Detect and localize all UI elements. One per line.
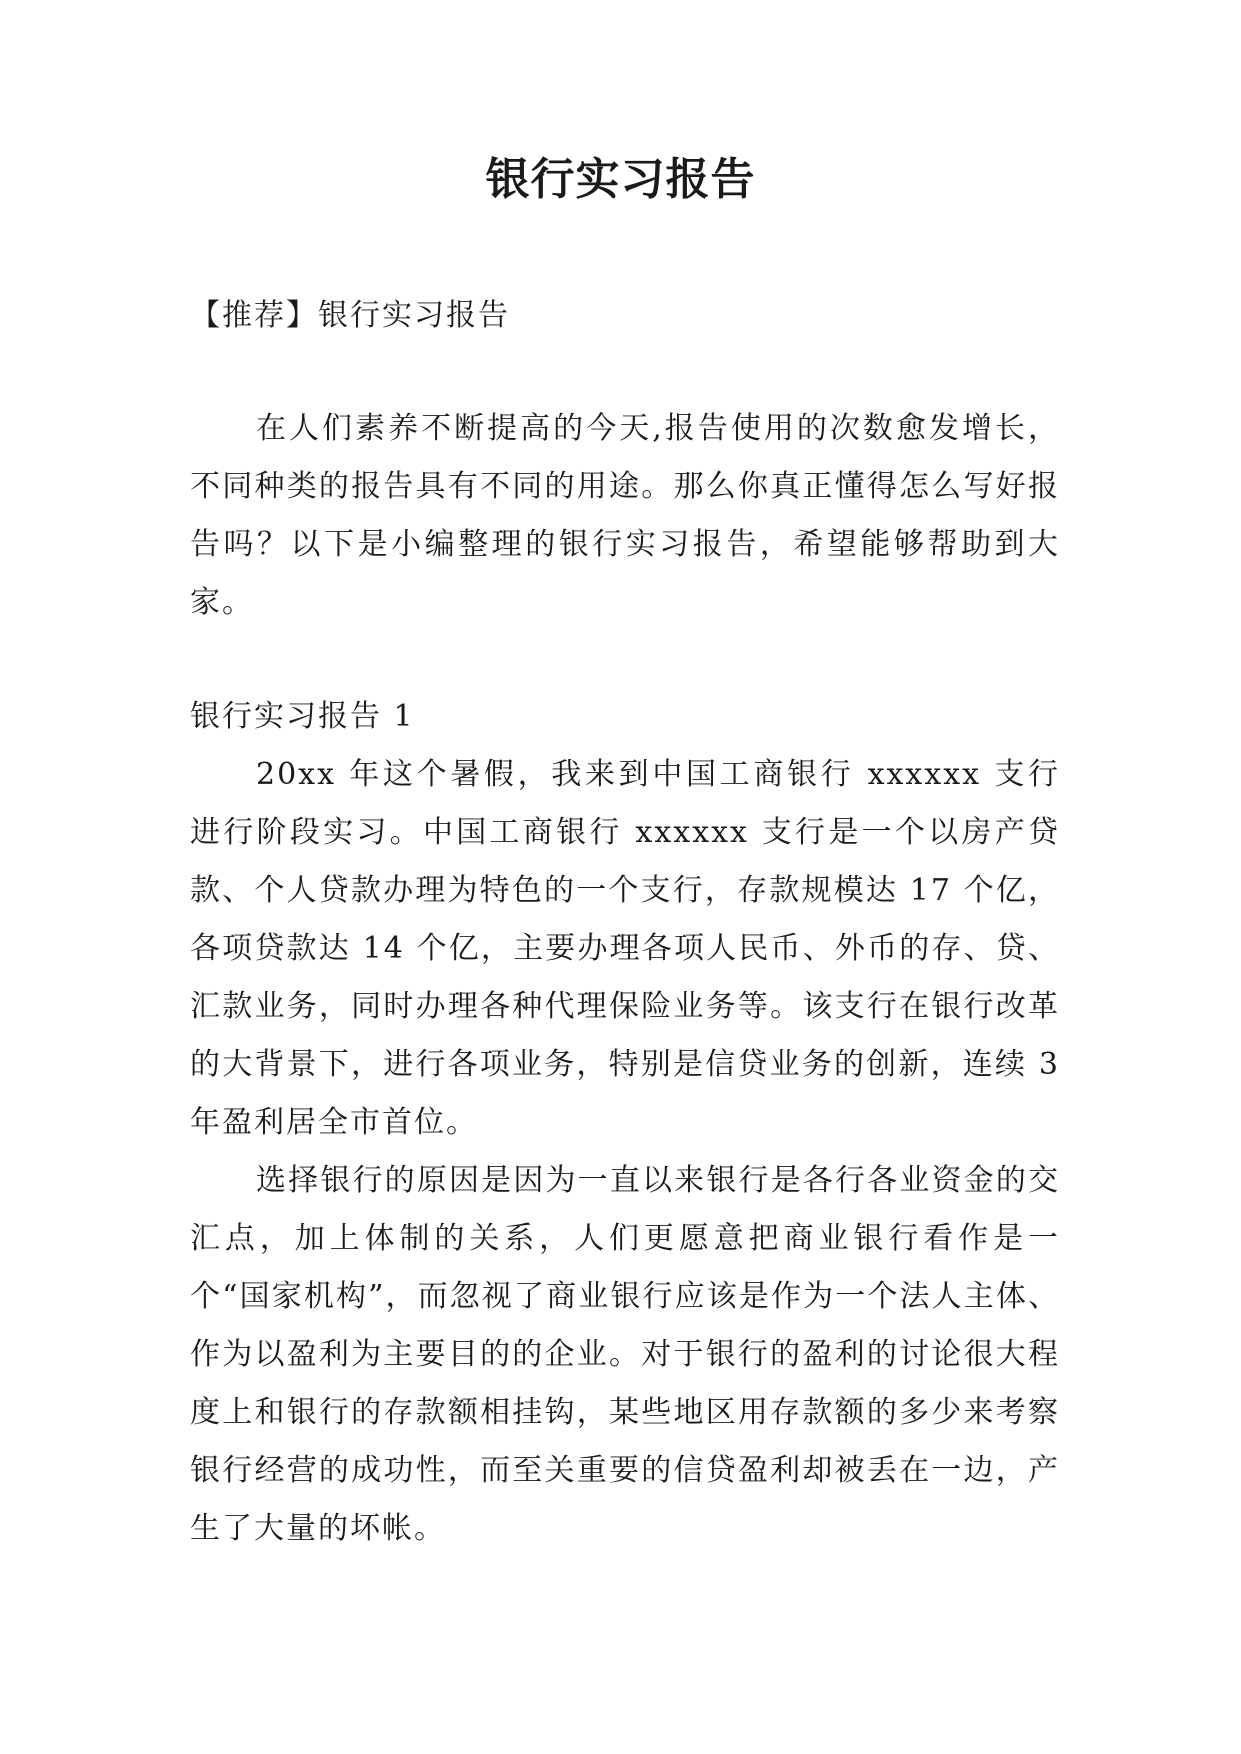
document-title: 银行实习报告	[485, 154, 756, 205]
intro-paragraph: 在人们素养不断提高的今天,报告使用的次数愈发增长，不同种类的报告具有不同的用途。那么你真正懂得怎么写好报告吗？以下是小编整理的银行实习报告，希望能够帮助到大家。	[190, 411, 1060, 620]
section-heading: 银行实习报告 1	[190, 699, 415, 734]
lead-line: 【推荐】银行实习报告	[190, 298, 510, 333]
body-paragraph-1: 20xx 年这个暑假，我来到中国工商银行 xxxxxx 支行进行阶段实习。中国工商银行 xxxxxx 支行是一个以房产贷款、个人贷款办理为特色的一个支行，存款规模达 17 个亿，各项贷款达 14 个亿，主要办理各项人民币、外币的存、贷、汇款业务，同时办理各种代理保险业务等。该支行在银行改革的大背景下，进行各项业务，特别是信贷业务的创新，连续 3 年盈利居全市首位。	[190, 757, 1060, 1140]
body-paragraph-2: 选择银行的原因是因为一直以来银行是各行各业资金的交汇点，加上体制的关系，人们更愿意把商业银行看作是一个“国家机构”，而忽视了商业银行应该是作为一个法人主体、作为以盈利为主要目的的企业。对于银行的盈利的讨论很大程度上和银行的存款额相挂钩，某些地区用存款额的多少来考察银行经营的成功性，而至关重要的信贷盈利却被丢在一边，产生了大量的坏帐。	[190, 1163, 1060, 1546]
document-content	[190, 287, 1060, 1558]
